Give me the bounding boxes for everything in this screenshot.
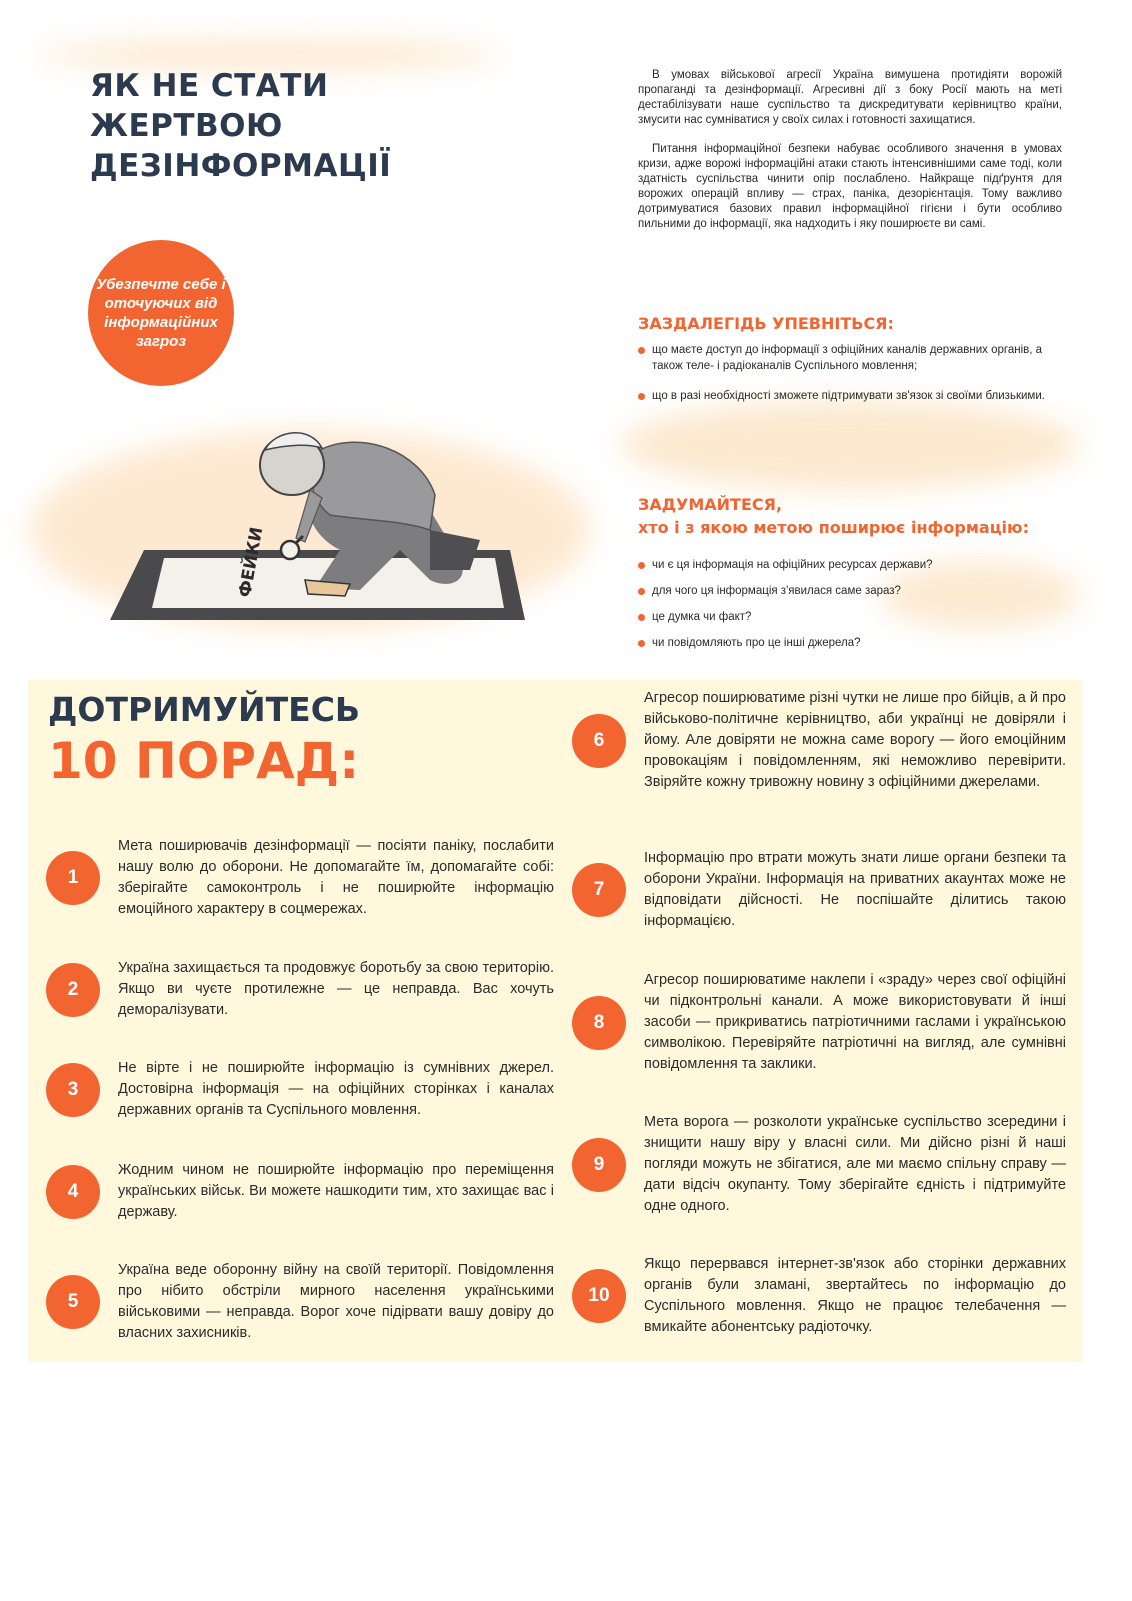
tip-text: Мета поширювачів дезінформації — посіяти паніку, послабити нашу волю до оборони. Не допомагайте їм, допомагайте собі: зберігайте самоконтроль і не поширюйте інформацію емоційного характеру в соцмережах. bbox=[118, 838, 554, 917]
tip-number-badge: 9 bbox=[572, 1138, 626, 1192]
list-item: чи повідомляють про це інші джерела? bbox=[638, 635, 1058, 651]
list-item: це думка чи факт? bbox=[638, 609, 1058, 625]
protect-badge: Убезпечте себе і оточуючих від інформаційних загроз bbox=[88, 240, 234, 386]
think-heading bbox=[638, 493, 1029, 539]
tip-number-badge: 3 bbox=[46, 1063, 100, 1117]
intro-paragraph: В умовах військової агресії Україна вимушена протидіяти ворожій пропаганді та дезінформації. Агресивні дії з боку Росії мають на меті дестабілізувати наше суспільство та дискредитувати керівництво країни, змусити нас сумніватися у своїх силах і готовності захищатися. bbox=[638, 69, 1062, 126]
tip-number-badge: 1 bbox=[46, 851, 100, 905]
fakes-label: ФЕЙКИ bbox=[235, 525, 268, 599]
tip-text: Агресор поширюватиме наклепи і «зраду» через свої офіційні чи підконтрольні канали. А може використовувати й інші засоби — прикриватись патріотичними гаслами і українською символікою. Перевіряйте патріотичні на вигляд, але сумнівні повідомлення та заклики. bbox=[644, 972, 1066, 1072]
list-item: для чого ця інформація з'явилася саме зараз? bbox=[638, 583, 1058, 599]
tip-number-badge: 10 bbox=[572, 1269, 626, 1323]
tip-item bbox=[46, 1260, 554, 1344]
tip-number-badge: 8 bbox=[572, 996, 626, 1050]
tip-item bbox=[46, 1160, 554, 1223]
title-line: ЯК НЕ СТАТИ bbox=[90, 68, 329, 104]
list-item: чи є ця інформація на офіційних ресурсах держави? bbox=[638, 557, 1058, 573]
list-item: що маєте доступ до інформації з офіційних каналів державних органів, а також теле- і радіоканалів Суспільного мовлення; bbox=[638, 342, 1058, 374]
tip-item bbox=[46, 958, 554, 1021]
tip-item bbox=[572, 1112, 1066, 1217]
tips-heading: ДОТРИМУЙТЕСЬ bbox=[48, 690, 361, 729]
tip-item bbox=[572, 1254, 1066, 1338]
tip-text: Якщо перервався інтернет-зв'язок або сторінки державних органів були зламані, звертайтесь по інформацію до Суспільного мовлення. Якщо не працює телебачення — вмикайте абонентську радіоточку. bbox=[644, 1256, 1066, 1335]
tip-text: Не вірте і не поширюйте інформацію із сумнівних джерел. Достовірна інформація — на офіційних сторінках і каналах державних органів та Суспільного мовлення. bbox=[118, 1060, 554, 1118]
tip-number-badge: 2 bbox=[46, 963, 100, 1017]
tip-item bbox=[46, 1058, 554, 1121]
tip-item bbox=[572, 970, 1066, 1075]
magnifier-icon bbox=[281, 541, 299, 559]
paint-stroke bbox=[620, 400, 1080, 490]
top-section bbox=[0, 0, 1132, 670]
tip-number-badge: 4 bbox=[46, 1165, 100, 1219]
tip-text: Агресор поширюватиме різні чутки не лише про бійців, а й про військово-політичне керівництво, аби українці не довіряли і йому. Але довіряти не можна саме ворогу — його емоційним провокаціям і повідомленням, які неможливо перевірити. Звіряйте кожну тривожну новину з офіційними джерелами. bbox=[644, 690, 1066, 790]
tip-number-badge: 5 bbox=[46, 1275, 100, 1329]
title-line: ДЕЗІНФОРМАЦІЇ bbox=[90, 148, 392, 184]
ensure-list bbox=[638, 342, 1058, 404]
tip-number-badge: 7 bbox=[572, 863, 626, 917]
tip-text: Мета ворога — розколоти українське суспільство зсередини і знищити нашу віру у власні сили. Ми дійсно різні й наші погляди можуть не збігатися, але ми маємо спільну справу — дати відсіч окупанту. Тому зберігайте єдність і підтримуйте одне одного. bbox=[644, 1114, 1066, 1214]
tip-text: Інформацію про втрати можуть знати лише органи безпеки та оборони України. Інформація на приватних акаунтах може не відповідати дійсності. Не поспішайте ділитись такою інформацією. bbox=[644, 850, 1066, 929]
tip-item bbox=[572, 848, 1066, 932]
ensure-heading: ЗАЗДАЛЕГІДЬ УПЕВНІТЬСЯ: bbox=[638, 314, 894, 333]
man-with-magnifier-illustration bbox=[100, 420, 540, 640]
tip-text: Україна веде оборонну війну на своїй території. Повідомлення про нібито обстріли мирного населення українськими військовими — неправда. Ворог хоче підірвати вашу довіру до власних захисників. bbox=[118, 1262, 554, 1341]
think-list bbox=[638, 557, 1058, 651]
title-line: ЖЕРТВОЮ bbox=[90, 108, 283, 144]
tip-text: Жодним чином не поширюйте інформацію про переміщення українських військ. Ви можете нашкодити тим, хто захищає вас і державу. bbox=[118, 1162, 554, 1220]
tip-number-badge: 6 bbox=[572, 714, 626, 768]
intro-paragraph: Питання інформаційної безпеки набуває особливого значення в умовах кризи, адже ворожі інформаційні атаки стають інтенсивнішими саме тоді, коли здатність суспільства чинити опір послаблено. Найкраще підґрунтя для ворожих операцій впливу — страх, паніка, дезорієнтація. Тому важливо дотримуватися базових правил інформаційної гігієни і бути особливо пильними до інформації, яка надходить і яку поширюєте ви самі. bbox=[638, 143, 1062, 230]
tip-item bbox=[572, 688, 1066, 793]
list-item: що в разі необхідності зможете підтримувати зв'язок зі своїми близькими. bbox=[638, 388, 1058, 404]
intro-text bbox=[638, 68, 1062, 246]
page-title bbox=[90, 66, 391, 186]
tip-item bbox=[46, 836, 554, 920]
think-heading-line: хто і з якою метою поширює інформацію: bbox=[638, 518, 1029, 537]
tips-heading-number: 10 ПОРАД: bbox=[48, 732, 360, 790]
tip-text: Україна захищається та продовжує боротьбу за свою територію. Якщо ви чуєте протилежне — це неправда. Вас хочуть деморалізувати. bbox=[118, 960, 554, 1018]
think-heading-line: ЗАДУМАЙТЕСЯ, bbox=[638, 495, 783, 514]
